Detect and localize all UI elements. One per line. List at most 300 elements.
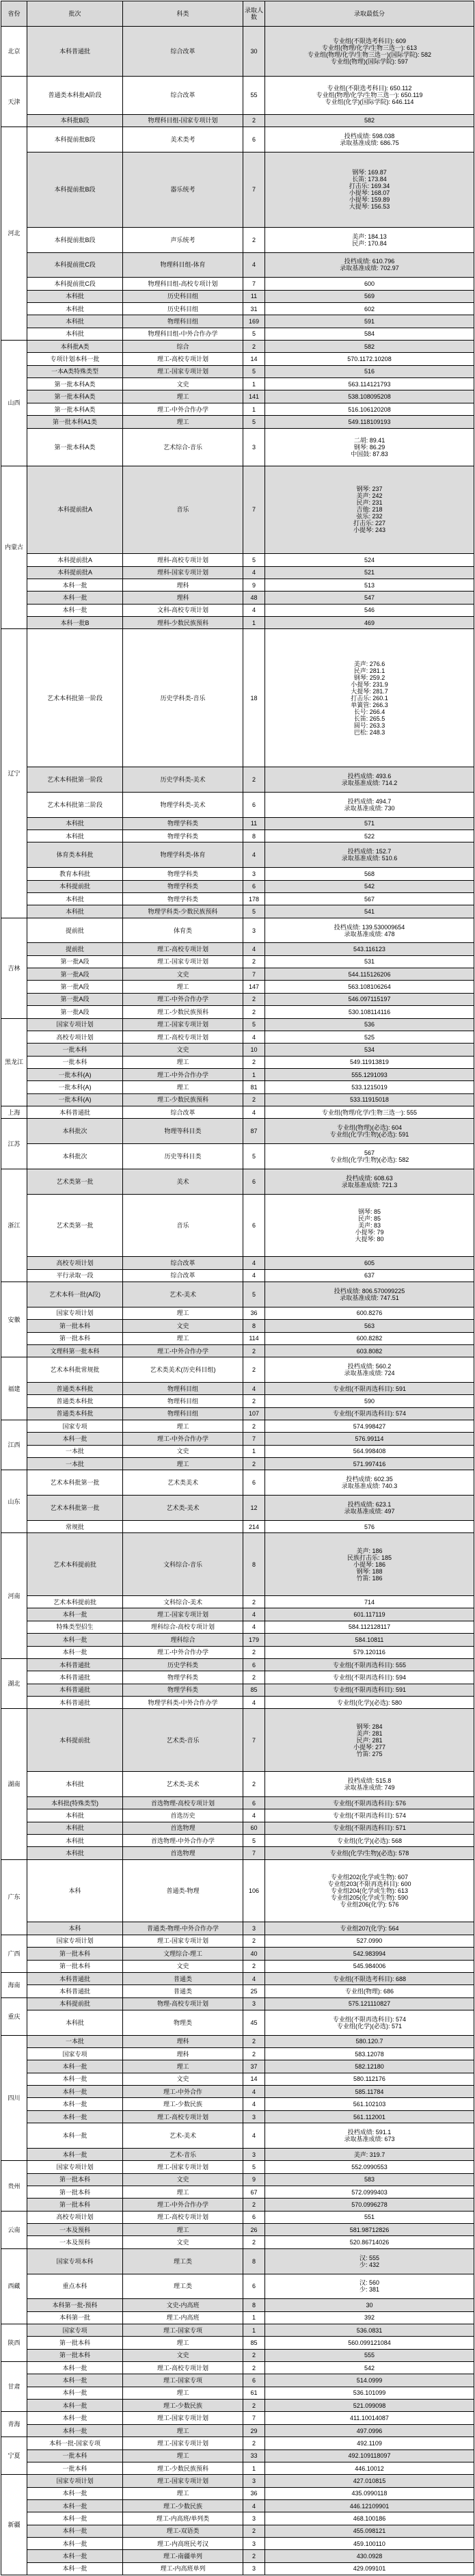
table-row xyxy=(1,592,474,604)
table-row xyxy=(1,817,474,829)
batch-cell: 本科一批 xyxy=(27,2060,123,2073)
subject-cell: 理工 xyxy=(123,2224,243,2236)
province-cell: 海南 xyxy=(1,1972,27,1997)
subject-cell: 物理等科目类 xyxy=(123,1119,243,1144)
subject-cell: 艺术类-音乐 xyxy=(123,1709,243,1772)
plan-count-cell: 114 xyxy=(243,1332,265,1344)
plan-count-cell: 8 xyxy=(243,1533,265,1596)
table-row xyxy=(1,1093,474,1106)
plan-count-cell: 8 xyxy=(243,1320,265,1332)
subject-cell: 理工类 xyxy=(123,2248,243,2274)
batch-cell: 艺术本科提前批 xyxy=(27,1533,123,1596)
batch-cell: 第一批本科 xyxy=(27,2186,123,2199)
table-row xyxy=(1,1859,474,1922)
table-row xyxy=(1,2086,474,2098)
min-score-cell: 投档成绩: 493.6 录取基准成绩: 714.2 xyxy=(265,767,474,793)
subject-cell: 艺术综合-音乐 xyxy=(123,428,243,466)
table-row xyxy=(1,403,474,415)
table-row xyxy=(1,252,474,278)
table-row xyxy=(1,1520,474,1532)
table-row xyxy=(1,1809,474,1822)
min-score-cell: 546.097115197 xyxy=(265,993,474,1005)
plan-count-cell: 2 xyxy=(243,2199,265,2211)
min-score-cell: 571.997416 xyxy=(265,1458,474,1470)
table-row xyxy=(1,1696,474,1708)
plan-count-cell: 3 xyxy=(243,428,265,466)
subject-cell: 理工 xyxy=(123,1307,243,1319)
batch-cell: 本科一批 xyxy=(27,2412,123,2424)
batch-cell: 第一批本科 xyxy=(27,2173,123,2186)
subject-cell: 物理学科类 xyxy=(123,830,243,842)
min-score-cell: 专业组(不限再选科目): 576 xyxy=(265,1796,474,1809)
batch-cell: 第一批本科 xyxy=(27,2199,123,2211)
table-row xyxy=(1,1044,474,1056)
plan-count-cell: 9 xyxy=(243,2173,265,2186)
table-row xyxy=(1,1646,474,1658)
batch-cell: 提前批 xyxy=(27,943,123,955)
min-score-cell: 专业组(不限再选科目): 574 专业组(化学)(必选): 571 xyxy=(265,2010,474,2035)
table-row xyxy=(1,1596,474,1608)
min-score-cell: 584.10811 xyxy=(265,1634,474,1646)
table-row xyxy=(1,2123,474,2149)
table-row xyxy=(1,566,474,579)
batch-cell: 本科普通批 xyxy=(27,1972,123,1984)
min-score-cell: 430.0928 xyxy=(265,2550,474,2562)
batch-cell: 本科一批 xyxy=(27,2086,123,2098)
batch-cell: 本科批 xyxy=(27,1847,123,1859)
min-score-cell: 投档成绩: 623.1 录取基准成绩: 497 xyxy=(265,1496,474,1521)
table-row xyxy=(1,2186,474,2199)
batch-cell: 本科一批 xyxy=(27,2499,123,2512)
subject-cell: 理工-国家专项计划 xyxy=(123,2437,243,2449)
table-row xyxy=(1,1344,474,1357)
min-score-cell: 投档成绩: 598.038 录取基准成绩: 686.75 xyxy=(265,127,474,152)
batch-cell: 第一批本科A类 xyxy=(27,403,123,415)
subject-cell: 物理学科类 xyxy=(123,1684,243,1696)
plan-count-cell: 4 xyxy=(243,2123,265,2149)
min-score-cell: 专业组(物理)(必选): 604 专业组(化学/生物)(必选): 591 xyxy=(265,1119,474,1144)
min-score-cell: 600 xyxy=(265,278,474,290)
min-score-cell: 582.12180 xyxy=(265,2060,474,2073)
subject-cell: 理工 xyxy=(123,2060,243,2073)
plan-count-cell: 9 xyxy=(243,579,265,591)
table-row xyxy=(1,1169,474,1194)
batch-cell: 第一批A段 xyxy=(27,1006,123,1018)
batch-cell: 一本及预科 xyxy=(27,2236,123,2248)
plan-count-cell: 14 xyxy=(243,353,265,365)
plan-count-cell: 3 xyxy=(243,1922,265,1935)
table-row xyxy=(1,1056,474,1068)
table-row xyxy=(1,27,474,77)
province-cell: 西藏 xyxy=(1,2248,27,2324)
min-score-cell: 497.0996 xyxy=(265,2424,474,2436)
batch-cell: 一批本科 xyxy=(27,2449,123,2462)
min-score-cell: 585.11784 xyxy=(265,2086,474,2098)
plan-count-cell: 40 xyxy=(243,1948,265,1960)
batch-cell: 本科一批 xyxy=(27,1646,123,1658)
batch-cell: 本科一批 xyxy=(27,2538,123,2550)
subject-cell: 理科 xyxy=(123,2048,243,2060)
min-score-cell: 560.099121084 xyxy=(265,2337,474,2349)
plan-count-cell: 2 xyxy=(243,1646,265,1658)
subject-cell: 理工-内高班/单列类 xyxy=(123,2512,243,2525)
plan-count-cell: 5 xyxy=(243,554,265,566)
plan-count-cell: 60 xyxy=(243,1822,265,1834)
min-score-cell: 专业组(不限再选科目): 591 xyxy=(265,1382,474,1394)
subject-cell: 物理学科类-中外合作办学 xyxy=(123,1696,243,1708)
subject-cell: 物理学科类 xyxy=(123,880,243,892)
plan-count-cell: 6 xyxy=(243,880,265,892)
subject-cell: 理工 xyxy=(123,2487,243,2499)
min-score-cell: 572.0999403 xyxy=(265,2186,474,2199)
subject-cell: 理工 xyxy=(123,1458,243,1470)
min-score-cell: 533.1215019 xyxy=(265,1081,474,1093)
batch-cell: 本科普通批 xyxy=(27,1106,123,1119)
subject-cell: 物理学科类 xyxy=(123,1671,243,1684)
batch-cell: 本科一批 xyxy=(27,2424,123,2436)
batch-cell: 本科提前批A xyxy=(27,554,123,566)
table-row xyxy=(1,2161,474,2173)
min-score-cell: 536.0831 xyxy=(265,2324,474,2336)
min-score-cell: 600.8282 xyxy=(265,1332,474,1344)
province-cell: 宁夏 xyxy=(1,2437,27,2475)
min-score-cell: 602 xyxy=(265,302,474,315)
batch-cell: 本科批 xyxy=(27,1809,123,1822)
plan-count-cell: 4 xyxy=(243,604,265,616)
table-row xyxy=(1,1018,474,1031)
batch-cell: 第一批本科A类 xyxy=(27,390,123,403)
min-score-cell: 专业组(化学/生物)(必选): 578 xyxy=(265,1847,474,1859)
table-row xyxy=(1,2337,474,2349)
table-row xyxy=(1,1332,474,1344)
min-score-cell: 601.117119 xyxy=(265,1608,474,1621)
table-row xyxy=(1,2400,474,2412)
batch-cell: 本科一批 xyxy=(27,1634,123,1646)
plan-count-cell: 4 xyxy=(243,2086,265,2098)
plan-count-cell: 7 xyxy=(243,2412,265,2424)
plan-count-cell: 2 xyxy=(243,955,265,968)
batch-cell: 本科 xyxy=(27,1859,123,1922)
min-score-cell: 392 xyxy=(265,2311,474,2324)
min-score-cell: 583 xyxy=(265,2173,474,2186)
plan-count-cell: 2 xyxy=(243,341,265,353)
table-row xyxy=(1,918,474,943)
min-score-cell: 538.108095208 xyxy=(265,390,474,403)
batch-cell: 第一批本科A1类 xyxy=(27,416,123,428)
plan-count-cell: 85 xyxy=(243,2337,265,2349)
batch-cell: 艺术本科批常规批 xyxy=(27,1357,123,1383)
table-row xyxy=(1,1796,474,1809)
plan-count-cell: 2 xyxy=(243,1006,265,1018)
plan-count-cell: 2 xyxy=(243,114,265,127)
plan-count-cell: 2 xyxy=(243,1935,265,1947)
subject-cell: 理工-内高班单列 xyxy=(123,2562,243,2575)
province-cell: 吉林 xyxy=(1,918,27,1018)
plan-count-cell: 1 xyxy=(243,616,265,628)
table-row xyxy=(1,1935,474,1947)
batch-cell: 一批本科(A) xyxy=(27,1093,123,1106)
table-row xyxy=(1,2324,474,2336)
min-score-cell: 专业组(不限选考科目): 650.112 专业组(物理/化学/生物三选一): 650.119 专业组(化学)(国际学院): 646.114 xyxy=(265,77,474,114)
subject-cell: 理科 xyxy=(123,592,243,604)
batch-cell: 本科一批 xyxy=(27,2362,123,2374)
province-cell: 湖北 xyxy=(1,1658,27,1708)
subject-cell: 理工-国家专项计划 xyxy=(123,2161,243,2173)
min-score-cell: 561.102103 xyxy=(265,2098,474,2110)
table-row xyxy=(1,2248,474,2274)
plan-count-cell: 10 xyxy=(243,1044,265,1056)
admission-score-table xyxy=(1,1,474,2575)
plan-count-cell: 4 xyxy=(243,1031,265,1043)
min-score-cell: 投档成绩: 139.530009654 录取基准成绩: 478 xyxy=(265,918,474,943)
batch-cell: 本科一批 xyxy=(27,2400,123,2412)
min-score-cell: 429.099101 xyxy=(265,2562,474,2575)
batch-cell: 第一批本科 xyxy=(27,1320,123,1332)
subject-cell: 理工-少数民族 xyxy=(123,2098,243,2110)
table-row xyxy=(1,1257,474,1269)
table-row xyxy=(1,1684,474,1696)
min-score-cell: 516.106120208 xyxy=(265,403,474,415)
table-row xyxy=(1,2010,474,2035)
batch-cell: 艺术类第一批 xyxy=(27,1169,123,1194)
plan-count-cell: 2 xyxy=(243,2236,265,2248)
min-score-cell: 552.0990553 xyxy=(265,2161,474,2173)
subject-cell: 物理学科类-美术 xyxy=(123,793,243,818)
subject-cell: 历史学科类 xyxy=(123,1658,243,1671)
subject-cell: 理工-中外合作办学 xyxy=(123,403,243,415)
min-score-cell: 投档成绩: 608.63 录取基准成绩: 721.3 xyxy=(265,1169,474,1194)
plan-count-cell: 2 xyxy=(243,1671,265,1684)
batch-cell: 本科提前批A xyxy=(27,566,123,579)
table-row xyxy=(1,416,474,428)
plan-count-cell: 147 xyxy=(243,981,265,993)
min-score-cell: 钢琴: 237 美声: 242 民声: 231 吉他: 218 弦乐: 232 打击乐: 227 小提琴: 243 xyxy=(265,466,474,554)
subject-cell: 理工 xyxy=(123,416,243,428)
table-row xyxy=(1,1433,474,1445)
table-row xyxy=(1,2512,474,2525)
min-score-cell: 521.099098 xyxy=(265,2400,474,2412)
plan-count-cell: 2 xyxy=(243,1056,265,1068)
batch-cell: 艺术本科批第一阶段 xyxy=(27,767,123,793)
table-row xyxy=(1,1445,474,1457)
batch-cell: 普通类本科批A阶段 xyxy=(27,77,123,114)
min-score-cell: 455.098121 xyxy=(265,2525,474,2537)
table-row xyxy=(1,1960,474,1972)
min-score-cell: 514.0999 xyxy=(265,2374,474,2387)
subject-cell: 理工-国家专项计划 xyxy=(123,1608,243,1621)
province-cell: 江西 xyxy=(1,1420,27,1470)
batch-cell: 本科一批 xyxy=(27,604,123,616)
subject-cell: 理工-国家专项 xyxy=(123,2324,243,2336)
table-row xyxy=(1,1031,474,1043)
subject-cell: 物理科目组-高校专项计划 xyxy=(123,278,243,290)
min-score-cell: 542 xyxy=(265,880,474,892)
subject-cell: 文史 xyxy=(123,378,243,390)
subject-cell: 物理学科类 xyxy=(123,892,243,905)
batch-cell: 国家专项 xyxy=(27,1420,123,1433)
batch-cell: 本科批 xyxy=(27,1772,123,1797)
plan-count-cell: 2 xyxy=(243,1093,265,1106)
table-row xyxy=(1,227,474,252)
batch-cell: 国家专项计划 xyxy=(27,1307,123,1319)
batch-cell: 第一批A段 xyxy=(27,993,123,1005)
province-cell: 河南 xyxy=(1,1533,27,1659)
min-score-cell: 钢琴: 284 美声: 281 民声: 281 小提琴: 277 竹笛: 275 xyxy=(265,1709,474,1772)
plan-count-cell: 5 xyxy=(243,365,265,377)
subject-cell: 首选物理 xyxy=(123,1822,243,1834)
batch-cell: 提前批 xyxy=(27,918,123,943)
batch-cell: 艺术类第一批 xyxy=(27,1194,123,1257)
subject-cell: 历史科目组 xyxy=(123,290,243,302)
table-row xyxy=(1,892,474,905)
table-row xyxy=(1,1395,474,1407)
subject-cell: 文史 xyxy=(123,968,243,981)
min-score-cell: 专业组(不限再选科目): 574 xyxy=(265,1809,474,1822)
min-score-cell: 投档成绩: 806.570099225 录取基准成绩: 747.51 xyxy=(265,1282,474,1307)
plan-count-cell: 4 xyxy=(243,1269,265,1282)
plan-count-cell: 4 xyxy=(243,252,265,278)
subject-cell: 艺术类-美术 xyxy=(123,1496,243,1521)
batch-cell: 高校专项计划 xyxy=(27,1031,123,1043)
batch-cell: 第一批本科 xyxy=(27,1960,123,1972)
table-row xyxy=(1,1671,474,1684)
min-score-cell: 580.112176 xyxy=(265,2073,474,2085)
subject-cell: 普通类 xyxy=(123,1972,243,1984)
subject-cell: 综合 xyxy=(123,341,243,353)
subject-cell: 理科 xyxy=(123,2035,243,2047)
plan-count-cell: 4 xyxy=(243,2499,265,2512)
plan-count-cell: 37 xyxy=(243,2060,265,2073)
plan-count-cell: 3 xyxy=(243,1997,265,2010)
plan-count-cell: 1 xyxy=(243,378,265,390)
table-row xyxy=(1,1621,474,1633)
subject-cell: 理工 xyxy=(123,2449,243,2462)
subject-cell: 普通类-物理 xyxy=(123,1859,243,1922)
table-row xyxy=(1,353,474,365)
plan-count-cell: 12 xyxy=(243,1496,265,1521)
plan-count-cell: 45 xyxy=(243,2010,265,2035)
province-cell: 湖南 xyxy=(1,1709,27,1859)
table-row xyxy=(1,2499,474,2512)
batch-cell: 本科一批 xyxy=(27,1433,123,1445)
subject-cell: 理工-国家专项计划 xyxy=(123,365,243,377)
table-row xyxy=(1,1407,474,1420)
batch-cell: 本科普通批 xyxy=(27,1684,123,1696)
plan-count-cell: 31 xyxy=(243,302,265,315)
batch-cell: 本科批次 xyxy=(27,1144,123,1169)
plan-count-cell: 29 xyxy=(243,2424,265,2436)
subject-cell: 理工-中外合作办学 xyxy=(123,1344,243,1357)
subject-cell: 历史等科目类 xyxy=(123,1144,243,1169)
batch-cell: 本科提前批A xyxy=(27,466,123,554)
table-row xyxy=(1,1985,474,1997)
table-row xyxy=(1,2110,474,2123)
batch-cell: 普通类本科批 xyxy=(27,1382,123,1394)
table-row xyxy=(1,1144,474,1169)
table-row xyxy=(1,579,474,591)
min-score-cell: 555.1291093 xyxy=(265,1068,474,1080)
batch-cell: 第一批本科 xyxy=(27,1948,123,1960)
table-row xyxy=(1,1357,474,1383)
plan-count-cell: 8 xyxy=(243,830,265,842)
province-cell: 陕西 xyxy=(1,2324,27,2361)
table-row xyxy=(1,328,474,340)
min-score-cell: 投档成绩: 152.7 录取基准成绩: 510.6 xyxy=(265,842,474,868)
batch-cell: 本科普通批 xyxy=(27,27,123,77)
subject-cell xyxy=(123,1520,243,1532)
subject-cell: 文史 xyxy=(123,1445,243,1457)
subject-cell: 理工-国家专项计划 xyxy=(123,2475,243,2487)
table-row xyxy=(1,2562,474,2575)
plan-count-cell: 1 xyxy=(243,2462,265,2474)
table-row xyxy=(1,1458,474,1470)
batch-cell: 平行录取一段 xyxy=(27,1269,123,1282)
min-score-cell: 专业组202(化学或生物): 607 专业组203(不限再选科目): 600 专业组204(化学或生物): 613 专业组205(化学或生物): 590 专业组206(化学): 576 xyxy=(265,1859,474,1922)
plan-count-cell: 36 xyxy=(243,1307,265,1319)
subject-cell: 器乐统考 xyxy=(123,152,243,227)
plan-count-cell: 4 xyxy=(243,1972,265,1984)
table-row xyxy=(1,315,474,328)
min-score-cell: 549.118109193 xyxy=(265,416,474,428)
plan-count-cell: 4 xyxy=(243,842,265,868)
batch-cell: 第一批本科 xyxy=(27,2337,123,2349)
min-score-cell: 469 xyxy=(265,616,474,628)
min-score-cell: 专业组(不限再选科目): 571 xyxy=(265,1822,474,1834)
plan-count-cell: 14 xyxy=(243,2073,265,2085)
subject-cell: 理科综合-高校专项计划 xyxy=(123,1621,243,1633)
batch-cell: 本科提前批B段 xyxy=(27,152,123,227)
subject-cell: 理工-高校专项计划 xyxy=(123,2362,243,2374)
min-score-cell: 570.0996278 xyxy=(265,2199,474,2211)
plan-count-cell: 3 xyxy=(243,2110,265,2123)
batch-cell: 一批本科(A) xyxy=(27,1068,123,1080)
min-score-cell: 603.8082 xyxy=(265,1344,474,1357)
min-score-cell: 543.116123 xyxy=(265,943,474,955)
min-score-cell: 571 xyxy=(265,817,474,829)
table-row xyxy=(1,1997,474,2010)
min-score-cell: 583.12078 xyxy=(265,2048,474,2060)
min-score-cell: 564.998408 xyxy=(265,1445,474,1457)
batch-cell: 本科一批 xyxy=(27,1608,123,1621)
subject-cell: 理工 xyxy=(123,981,243,993)
subject-cell: 物理科目组 xyxy=(123,315,243,328)
subject-cell: 理工-少数民族 xyxy=(123,2499,243,2512)
min-score-cell: 516 xyxy=(265,365,474,377)
plan-count-cell: 7 xyxy=(243,968,265,981)
min-score-cell: 544.115126206 xyxy=(265,968,474,981)
min-score-cell: 525 xyxy=(265,1031,474,1043)
plan-count-cell: 1 xyxy=(243,2324,265,2336)
batch-cell: 本科提前批C段 xyxy=(27,278,123,290)
min-score-cell: 投档成绩: 602.35 录取基准成绩: 740.3 xyxy=(265,1470,474,1496)
subject-cell: 理工-内高班 xyxy=(123,2311,243,2324)
batch-cell: 本科提前批 xyxy=(27,880,123,892)
min-score-cell: 563.108106264 xyxy=(265,981,474,993)
min-score-cell: 投档成绩: 591.1 录取基准成绩: 673 xyxy=(265,2123,474,2149)
province-cell: 河北 xyxy=(1,127,27,340)
table-row xyxy=(1,341,474,353)
subject-cell: 文史 xyxy=(123,2073,243,2085)
table-row xyxy=(1,2449,474,2462)
subject-cell: 理工-高校专项计划 xyxy=(123,1031,243,1043)
min-score-cell: 600.8276 xyxy=(265,1307,474,1319)
min-score-cell: 专业组(物理): 686 xyxy=(265,1985,474,1997)
province-cell: 广东 xyxy=(1,1859,27,1935)
batch-cell: 本科批 xyxy=(27,302,123,315)
province-cell: 青海 xyxy=(1,2412,27,2437)
subject-cell: 物理科目组 xyxy=(123,1382,243,1394)
batch-cell: 一本批 xyxy=(27,1445,123,1457)
